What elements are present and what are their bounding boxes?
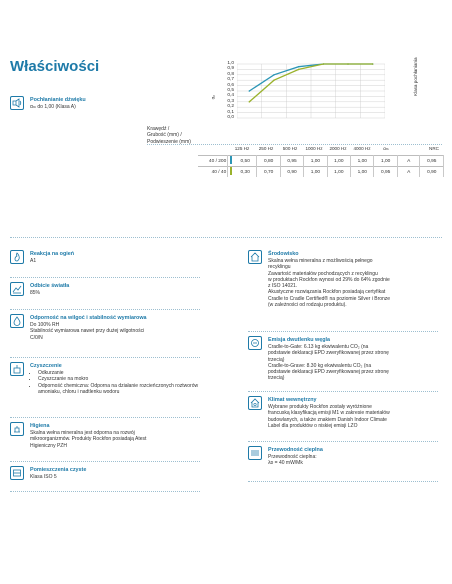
- body-line: Label dla produktów o niskiej emisji LZO: [268, 422, 358, 429]
- body-line: 85%: [30, 290, 41, 296]
- body-line: λᴅ = 40 mW/Mk: [268, 460, 303, 467]
- freq-header: 4000 Hz: [353, 146, 371, 151]
- freq-header: 500 Hz: [282, 146, 298, 151]
- body-line: budowlanych, a także znakiem Danish Indoor Climate: [268, 416, 387, 423]
- body-line: z ISO 14021.: [268, 283, 298, 290]
- body-line: Higieniczny PZH: [30, 442, 67, 449]
- fire-icon: [10, 250, 24, 264]
- body-line: trzecią): [268, 356, 285, 363]
- body-line: Cradle-to-Grave: 8.30 kg ekwiwalentu CO₂ (na: [268, 362, 372, 369]
- bullet-item: • Odporność chemiczna: Odporna na działanie rozcieńczonych roztworów amoniaku, chloru i nadtlenku wodoru: [38, 383, 200, 396]
- body-line: w produktach Rockfon wynosi od 29% do 64% zgodnie: [268, 276, 390, 283]
- value-cell: 0,80: [257, 156, 280, 167]
- sound-absorption-icon: [10, 96, 24, 110]
- item-divider: [10, 491, 200, 492]
- data-point: [347, 63, 349, 65]
- y-tick-label: 0,1: [227, 109, 234, 115]
- humidity-icon: [10, 314, 24, 328]
- cleaning-icon: [10, 362, 24, 376]
- right-body: [268, 404, 438, 429]
- indoor-climate-icon: [248, 396, 262, 410]
- body-line: Skalna wełna mineralna jest odporna na rozwój: [30, 430, 135, 436]
- left-body: [30, 258, 200, 264]
- value-cell: 0,30: [234, 167, 257, 178]
- body-line: trzecią): [268, 375, 285, 382]
- body-line: Skalna wełna mineralna z możliwością pełnego: [268, 258, 373, 264]
- data-point: [372, 63, 374, 65]
- page-title: Właściwości: [10, 58, 100, 75]
- body-line: podstawie deklaracji EPD zweryfikowanej przez stronę: [268, 369, 389, 376]
- body-line: Zawartość materiałów pochodzących z recyklingu: [268, 270, 378, 277]
- body-line: Cradle to Cradle Certified® na poziomie Silver i Bronze: [268, 295, 391, 302]
- data-point: [249, 90, 251, 92]
- body-line: Klasa ISO 5: [30, 474, 57, 480]
- value-cell: 1,00: [304, 156, 327, 167]
- value-cell: 0,90: [420, 167, 444, 178]
- environment-icon: [248, 250, 262, 264]
- y-tick-label: 0,9: [227, 66, 234, 72]
- section-divider: [10, 237, 442, 238]
- co2-icon: [248, 336, 262, 350]
- data-point: [273, 74, 275, 76]
- y-tick-label: 0,7: [227, 77, 234, 83]
- hygiene-icon: [10, 422, 24, 436]
- bullet-item: • Odkurzanie: [38, 370, 200, 376]
- body-line: recyklingu: [268, 264, 291, 271]
- value-cell: A: [397, 156, 420, 167]
- data-point: [249, 101, 251, 103]
- left-header: Czyszczenie: [30, 363, 62, 369]
- item-divider: [10, 417, 200, 418]
- value-cell: 0,95: [374, 167, 397, 178]
- freq-header: [398, 146, 422, 152]
- right-header: Przewodność cieplna: [268, 447, 323, 453]
- frequency-headers: [230, 146, 446, 152]
- freq-header: αₘ: [383, 146, 389, 151]
- item-divider: [10, 309, 200, 310]
- acoustic-header: Pochłanianie dźwięku: [30, 97, 86, 103]
- body-line: mikroorganizmów. Produkty Rockfon posiadają Atest: [30, 436, 147, 443]
- body-line: francuską klasyfikacją emisji M1 w zakresie materiałów: [268, 410, 390, 417]
- right-body: [268, 454, 438, 467]
- left-header: Odporność na wilgoć i stabilność wymiarowa: [30, 315, 147, 321]
- row-header-1: Krawędź /: [147, 126, 170, 132]
- table-row: [198, 156, 444, 167]
- right-body: [268, 258, 438, 308]
- body-line: C/0/N: [30, 334, 43, 341]
- value-cell: 0,95: [420, 156, 444, 167]
- right-header: Emisja dwutlenku węgla: [268, 337, 331, 343]
- y-tick-label: 0,0: [227, 114, 234, 120]
- body-line: Cradle-to-Gate: 6.13 kg ekwiwalentu CO₂ (na: [268, 344, 369, 350]
- left-body: [30, 430, 200, 449]
- right-header: Środowisko: [268, 251, 299, 257]
- value-cell: A: [397, 167, 420, 178]
- y-tick-label: 0,8: [227, 71, 234, 77]
- y-tick-label: 0,6: [227, 82, 234, 88]
- absorption-chart: [237, 62, 385, 120]
- body-line: Stabilność wymiarowa nawet przy dużej wilgotności: [30, 328, 145, 335]
- row-header-3: Podwieszenie (mm): [147, 138, 191, 145]
- freq-header-row: [147, 144, 442, 145]
- cleanroom-icon: [10, 466, 24, 480]
- value-cell: 1,00: [351, 167, 374, 178]
- data-point: [298, 69, 300, 71]
- row-header: [147, 126, 217, 145]
- value-cell: 0,90: [280, 167, 303, 178]
- y-axis-label: αₚ: [210, 94, 216, 100]
- item-divider: [248, 481, 438, 482]
- thermal-conductivity-icon: [248, 446, 262, 460]
- item-divider: [248, 391, 438, 392]
- data-point: [273, 79, 275, 81]
- y-tick-label: 0,2: [227, 104, 234, 110]
- value-cell: 1,00: [327, 156, 350, 167]
- acoustic-desc: αₘ do 1,00 (Klasa A): [30, 104, 76, 110]
- value-cell: 0,70: [257, 167, 280, 178]
- y-tick-labels: [220, 61, 234, 120]
- body-line: Wybrane produkty Rockfon zostały wyróżnione: [268, 404, 372, 410]
- freq-header: 250 Hz: [258, 146, 274, 151]
- freq-header: 2000 Hz: [329, 146, 347, 151]
- table-row: [198, 167, 444, 178]
- absorption-table: [198, 155, 444, 177]
- body-line: Akustyczne rozwiązania Rockfon posiadają certyfikat: [268, 289, 386, 296]
- left-body: [30, 474, 200, 480]
- left-header: Reakcja na ogień: [30, 251, 75, 257]
- left-header: Higiena: [30, 423, 50, 429]
- value-cell: 1,00: [327, 167, 350, 178]
- body-line: A1: [30, 258, 37, 264]
- y-tick-label: 1,0: [227, 61, 234, 66]
- bullet-item: • Czyszczanie na mokro: [38, 376, 200, 382]
- body-line: Przewodność cieplna:: [268, 454, 317, 460]
- left-body: [30, 370, 200, 395]
- item-divider: [248, 441, 438, 442]
- item-divider: [10, 357, 200, 358]
- body-line: Do 100% RH: [30, 322, 60, 328]
- item-divider: [10, 461, 200, 462]
- class-label: Klasa pochłaniania: [413, 57, 418, 96]
- value-cell: 1,00: [304, 167, 327, 178]
- y-tick-label: 0,4: [227, 93, 234, 99]
- left-body: [30, 290, 200, 296]
- left-body: [30, 322, 200, 341]
- row-header-2: Grubość (mm) /: [147, 132, 182, 139]
- item-divider: [10, 277, 200, 278]
- data-point: [323, 63, 325, 65]
- left-header: Pomieszczenia czyste: [30, 467, 87, 473]
- value-cell: 0,95: [280, 156, 303, 167]
- y-tick-label: 0,3: [227, 98, 234, 104]
- item-divider: [248, 331, 438, 332]
- value-cell: 1,00: [374, 156, 397, 167]
- config-cell: 40 / 200: [198, 156, 228, 167]
- light-reflection-icon: [10, 282, 24, 296]
- freq-header: 125 Hz: [234, 146, 250, 151]
- right-header: Klimat wewnętrzny: [268, 397, 317, 403]
- freq-header: 1000 Hz: [305, 146, 323, 151]
- freq-header: NRC: [429, 146, 439, 151]
- right-body: [268, 344, 438, 382]
- value-cell: 1,00: [351, 156, 374, 167]
- body-line: podstawie deklaracji EPD zweryfikowanej przez stronę: [268, 350, 389, 357]
- data-point: [298, 66, 300, 68]
- body-line: (w zależności od rodzaju produktu).: [268, 302, 347, 309]
- value-cell: 0,50: [234, 156, 257, 167]
- config-cell: 40 / 40: [198, 167, 228, 178]
- y-tick-label: 0,5: [227, 87, 234, 93]
- left-header: Odbicie światła: [30, 283, 70, 289]
